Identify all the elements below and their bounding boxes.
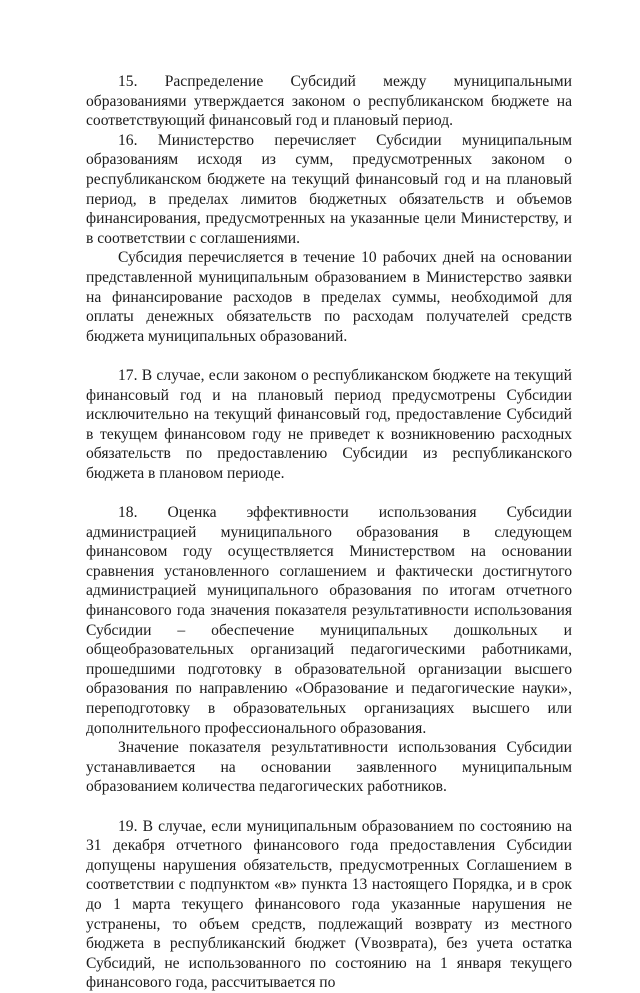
paragraph-18: 18. Оценка эффективности использования Субсидии администрацией муниципального образования в следующем финансовом году осуществляется Министерством на основании сравнения установленного соглашением и фактически достигнутого администрацией муниципального образования по итогам отчетного финансового года значения показателя результативности использования Субсидии – обеспечение муниципальных дошкольных и общеобразовательных организаций педагогическими работниками, прошедшими подготовку в образовательной организации высшего образования по направлению «Образование и педагогические науки», переподготовку в образовательных организациях высшего или дополнительного профессионального образования. — [86, 504, 572, 737]
paragraph-spacer — [86, 797, 572, 817]
paragraph-spacer — [86, 483, 572, 503]
paragraph-19: 19. В случае, если муниципальным образованием по состоянию на 31 декабря отчетного финансового года предоставления Субсидии допущены нарушения обязательств, предусмотренных Соглашением в соответствии с подпунктом «в» пункта 13 настоящего Порядка, и в срок до 1 марта текущего финансового года указанные нарушения не устранены, то объем средств, подлежащий возврату из местного бюджета в республиканский бюджет (Vвозврата), без учета остатка Субсидий, не использованного по состоянию на 1 января текущего финансового года, рассчитывается по — [86, 817, 572, 992]
paragraph-15: 15. Распределение Субсидий между муниципальными образованиями утверждается законом о республиканском бюджете на соответствующий финансовый год и плановый период. — [86, 73, 572, 130]
paragraph-18-continuation: Значение показателя результативности использования Субсидии устанавливается на основании заявленного муниципальным образованием количества педагогических работников. — [86, 739, 572, 796]
paragraph-16: 16. Министерство перечисляет Субсидии муниципальным образованиям исходя из сумм, предусмотренных законом о республиканском бюджете на текущий финансовый год и на плановый период, в пределах лимитов бюджетных обязательств и объемов финансирования, предусмотренных на указанные цели Министерству, и в соответствии с соглашениями. — [86, 131, 572, 247]
paragraph-16-continuation: Субсидия перечисляется в течение 10 рабочих дней на основании представленной муниципальным образованием в Министерство заявки на финансирование расходов в пределах суммы, необходимой для оплаты денежных обязательств по расходам получателей средств бюджета муниципальных образований. — [86, 249, 572, 345]
paragraph-spacer — [86, 346, 572, 366]
paragraph-17: 17. В случае, если законом о республиканском бюджете на текущий финансовый год и на плановый период предусмотрены Субсидии исключительно на текущий финансовый год, предоставление Субсидий в текущем финансовом году не приведет к возникновению расходных обязательств по предоставлению Субсидии из республиканского бюджета в плановом периоде. — [86, 366, 572, 482]
